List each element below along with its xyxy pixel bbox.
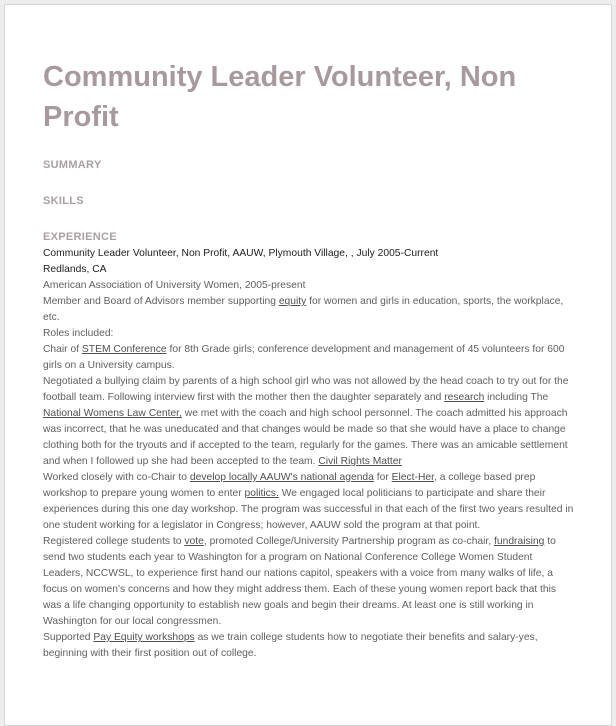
paragraph-text: , promoted College/University Partnership program as co-chair, — [203, 536, 495, 547]
inline-link[interactable]: politics. — [244, 488, 279, 499]
inline-link[interactable]: vote — [184, 536, 204, 547]
inline-link[interactable]: STEM Conference — [81, 344, 167, 355]
paragraph-text: American Association of University Women, 2005-present — [43, 280, 306, 291]
org-line-paragraph — [43, 278, 575, 294]
experience-description — [43, 278, 575, 662]
paragraph-text: Supported — [43, 632, 94, 643]
job-location: Redlands, CA — [43, 264, 107, 275]
paragraph-text: Registered college students to — [43, 536, 185, 547]
inline-link[interactable]: Pay Equity workshops — [93, 632, 195, 643]
page-title: Community Leader Volunteer, Non Profit — [43, 61, 517, 133]
inline-link[interactable]: Civil Rights Matter — [318, 456, 402, 467]
paragraph-text: for women and girls in education, sports, the workplace, etc. — [43, 296, 564, 323]
paragraph-text: for — [373, 472, 392, 483]
nccwsl-paragraph — [43, 534, 575, 630]
paragraph-text: Worked closely with co-Chair to — [43, 472, 190, 483]
experience-heading: EXPERIENCE — [43, 231, 117, 243]
job-header: Community Leader Volunteer, Non Profit, AAUW, Plymouth Village, , July 2005-Current — [43, 248, 439, 259]
skills-heading: SKILLS — [43, 195, 84, 207]
summary-heading: SUMMARY — [43, 159, 102, 171]
inline-link[interactable]: fundraising — [494, 536, 545, 547]
paragraph-text: we met with the coach and high school personnel. The coach admitted his approach was incorrect, that he was uneducated and that changes would be made so that she would have a place to change clothing both for the tryouts and if accepted to the team, regularly for the games. There was an amicable settlement and when I followed up she had been accepted to the team. — [43, 408, 568, 467]
resume-page — [4, 4, 612, 726]
paragraph-text: as we train college students how to negotiate their benefits and salary-yes, beginning with their first position out of college. — [43, 632, 538, 659]
paragraph-text: to send two students each year to Washington for a program on National Conference College Women Student Leaders, NCCWSL, to experience first hand our nations capitol, speakers with a voice from many walks of life, a focus on women's concerns and how they might address them. Each of these young women report back that this was a life changing opportunity to establish new goals and begin their dreams. At least one is still working in Washington for our local congressmen. — [43, 536, 557, 627]
inline-link[interactable]: National Womens Law Center, — [43, 408, 182, 419]
inline-link[interactable]: equity — [278, 296, 307, 307]
paragraph-text: Negotiated a bullying claim by parents of a high school girl who was not allowed by the head coach to try out for the football team. Following interview first with the mother then the daughter separately and — [43, 376, 569, 403]
bullying-claim-paragraph — [43, 374, 575, 470]
inline-link[interactable]: research — [444, 392, 485, 403]
roles-line-paragraph — [43, 326, 575, 342]
paragraph-text: , a college based prep workshop to prepare young women to enter — [43, 472, 536, 499]
paragraph-text: We engaged local politicians to participate and share their experiences during this one day workshop. The program was successful in that each of the first two years resulted in one student working for a legislator in Congress; however, AAUW sold the program at that point. — [43, 488, 574, 531]
paragraph-text: Chair of — [43, 344, 82, 355]
inline-link[interactable]: Elect-Her — [391, 472, 434, 483]
elect-her-paragraph — [43, 470, 575, 534]
paragraph-text: for 8th Grade girls; conference development and management of 45 volunteers for 600 girls on a University campus. — [43, 344, 565, 371]
member-line-paragraph — [43, 294, 575, 326]
stem-line-paragraph — [43, 342, 575, 374]
paragraph-text: including The — [484, 392, 549, 403]
paragraph-text: Member and Board of Advisors member supporting — [43, 296, 279, 307]
pay-equity-paragraph — [43, 630, 575, 662]
paragraph-text: Roles included: — [43, 328, 114, 339]
resume-content — [43, 57, 575, 662]
inline-link[interactable]: develop locally AAUW's national agenda — [189, 472, 374, 483]
